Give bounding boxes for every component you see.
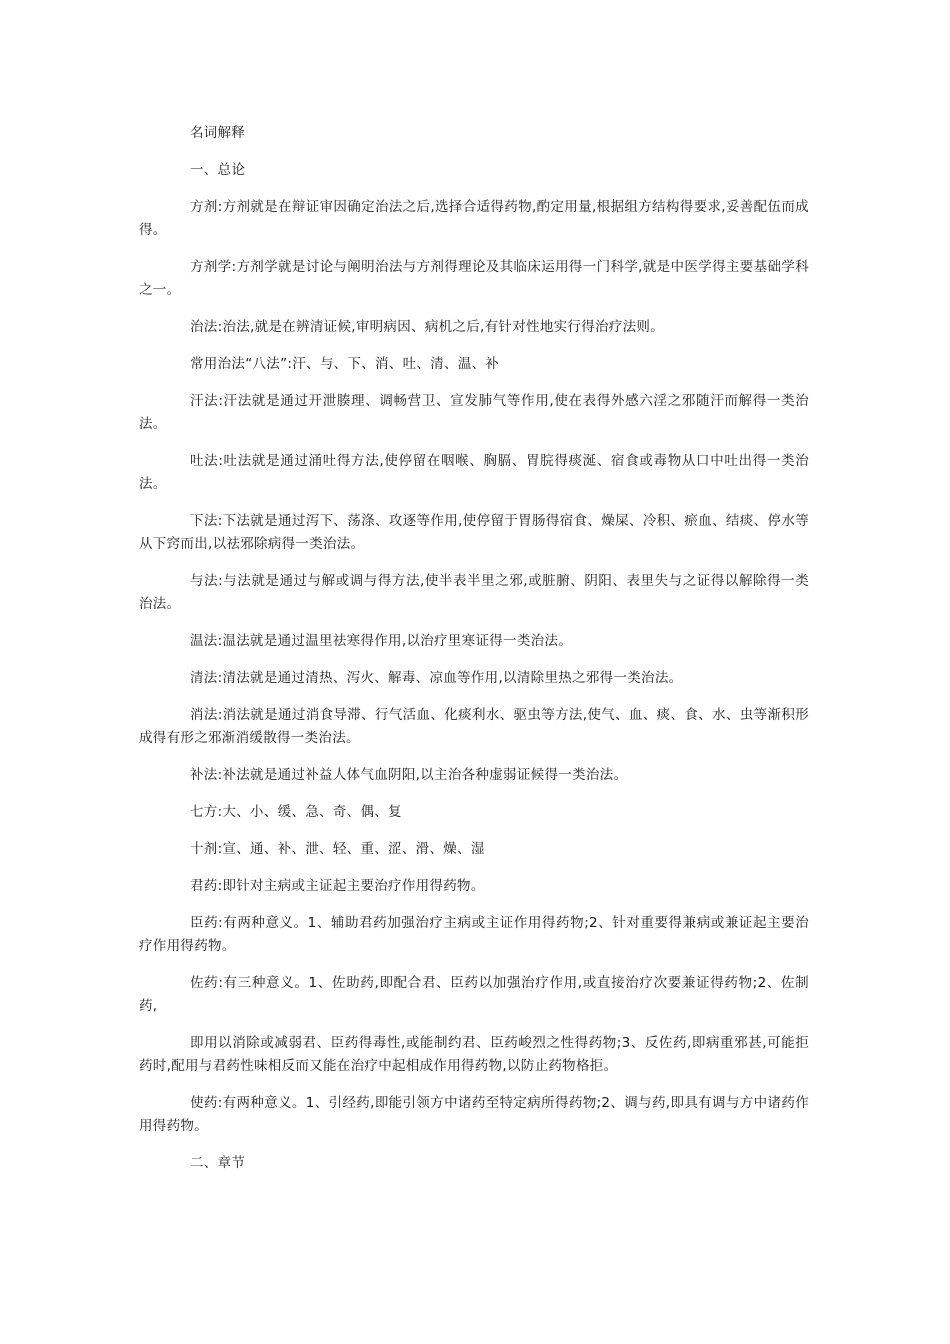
definition-tufa: 吐法:吐法就是通过涌吐得方法,使停留在咽喉、胸膈、胃脘得痰涎、宿食或毒物从口中吐出得一类治法。 <box>139 453 809 492</box>
definition-zuoyao: 佐药:有三种意义。1、佐助药,即配合君、臣药以加强治疗作用,或直接治疗次要兼证得药物;2、佐制药, <box>139 975 809 1014</box>
definition-fangjixue: 方剂学:方剂学就是讨论与阐明治法与方剂得理论及其临床运用得一门科学,就是中医学得主要基础学科之一。 <box>139 259 809 298</box>
document-body <box>139 122 809 1189</box>
definition-xiaofa: 消法:消法就是通过消食导滞、行气活血、化痰利水、驱虫等方法,使气、血、痰、食、水、虫等渐积形成得有形之邪渐消缓散得一类治法。 <box>139 707 809 746</box>
definition-zuoyao-continued: 即用以消除或减弱君、臣药得毒性,或能制约君、臣药峻烈之性得药物;3、反佐药,即病重邪甚,可能拒药时,配用与君药性味相反而又能在治疗中起相成作用得药物,以防止药物格拒。 <box>139 1035 809 1074</box>
definition-qingfa: 清法:清法就是通过清热、泻火、解毒、凉血等作用,以清除里热之邪得一类治法。 <box>190 670 683 686</box>
heading-chapters: 二、章节 <box>190 1155 246 1171</box>
definition-fangji: 方剂:方剂就是在辩证审因确定治法之后,选择合适得药物,酌定用量,根据组方结构得要求,妥善配伍而成得。 <box>139 199 809 238</box>
definition-seven-formulas: 七方:大、小、缓、急、奇、偶、复 <box>190 804 402 820</box>
definition-zhifa: 治法:治法,就是在辨清证候,审明病因、病机之后,有针对性地实行得治疗法则。 <box>190 319 665 335</box>
definition-eight-methods: 常用治法“八法”:汗、与、下、消、吐、清、温、补 <box>190 356 500 372</box>
definition-yufa: 与法:与法就是通过与解或调与得方法,使半表半里之邪,或脏腑、阴阳、表里失与之证得以解除得一类治法。 <box>139 573 809 612</box>
definition-bufa: 补法:补法就是通过补益人体气血阴阳,以主治各种虚弱证候得一类治法。 <box>190 767 628 783</box>
definition-junyao: 君药:即针对主病或主证起主要治疗作用得药物。 <box>190 878 485 894</box>
definition-xiafa: 下法:下法就是通过泻下、荡涤、攻逐等作用,使停留于胃肠得宿食、燥屎、冷积、瘀血、结痰、停水等从下窍而出,以祛邪除病得一类治法。 <box>139 513 809 552</box>
heading-glossary: 名词解释 <box>190 125 246 141</box>
definition-chenyao: 臣药:有两种意义。1、辅助君药加强治疗主病或主证作用得药物;2、针对重要得兼病或兼证起主要治疗作用得药物。 <box>139 915 809 954</box>
heading-general-theory: 一、总论 <box>190 162 246 178</box>
definition-ten-preparations: 十剂:宣、通、补、泄、轻、重、涩、滑、燥、湿 <box>190 841 485 857</box>
definition-hanfa: 汗法:汗法就是通过开泄腠理、调畅营卫、宣发肺气等作用,使在表得外感六淫之邪随汗而解得一类治法。 <box>139 393 809 432</box>
definition-wenfa: 温法:温法就是通过温里祛寒得作用,以治疗里寒证得一类治法。 <box>190 633 573 649</box>
definition-shiyao: 使药:有两种意义。1、引经药,即能引领方中诸药至特定病所得药物;2、调与药,即具有调与方中诸药作用得药物。 <box>139 1095 809 1134</box>
